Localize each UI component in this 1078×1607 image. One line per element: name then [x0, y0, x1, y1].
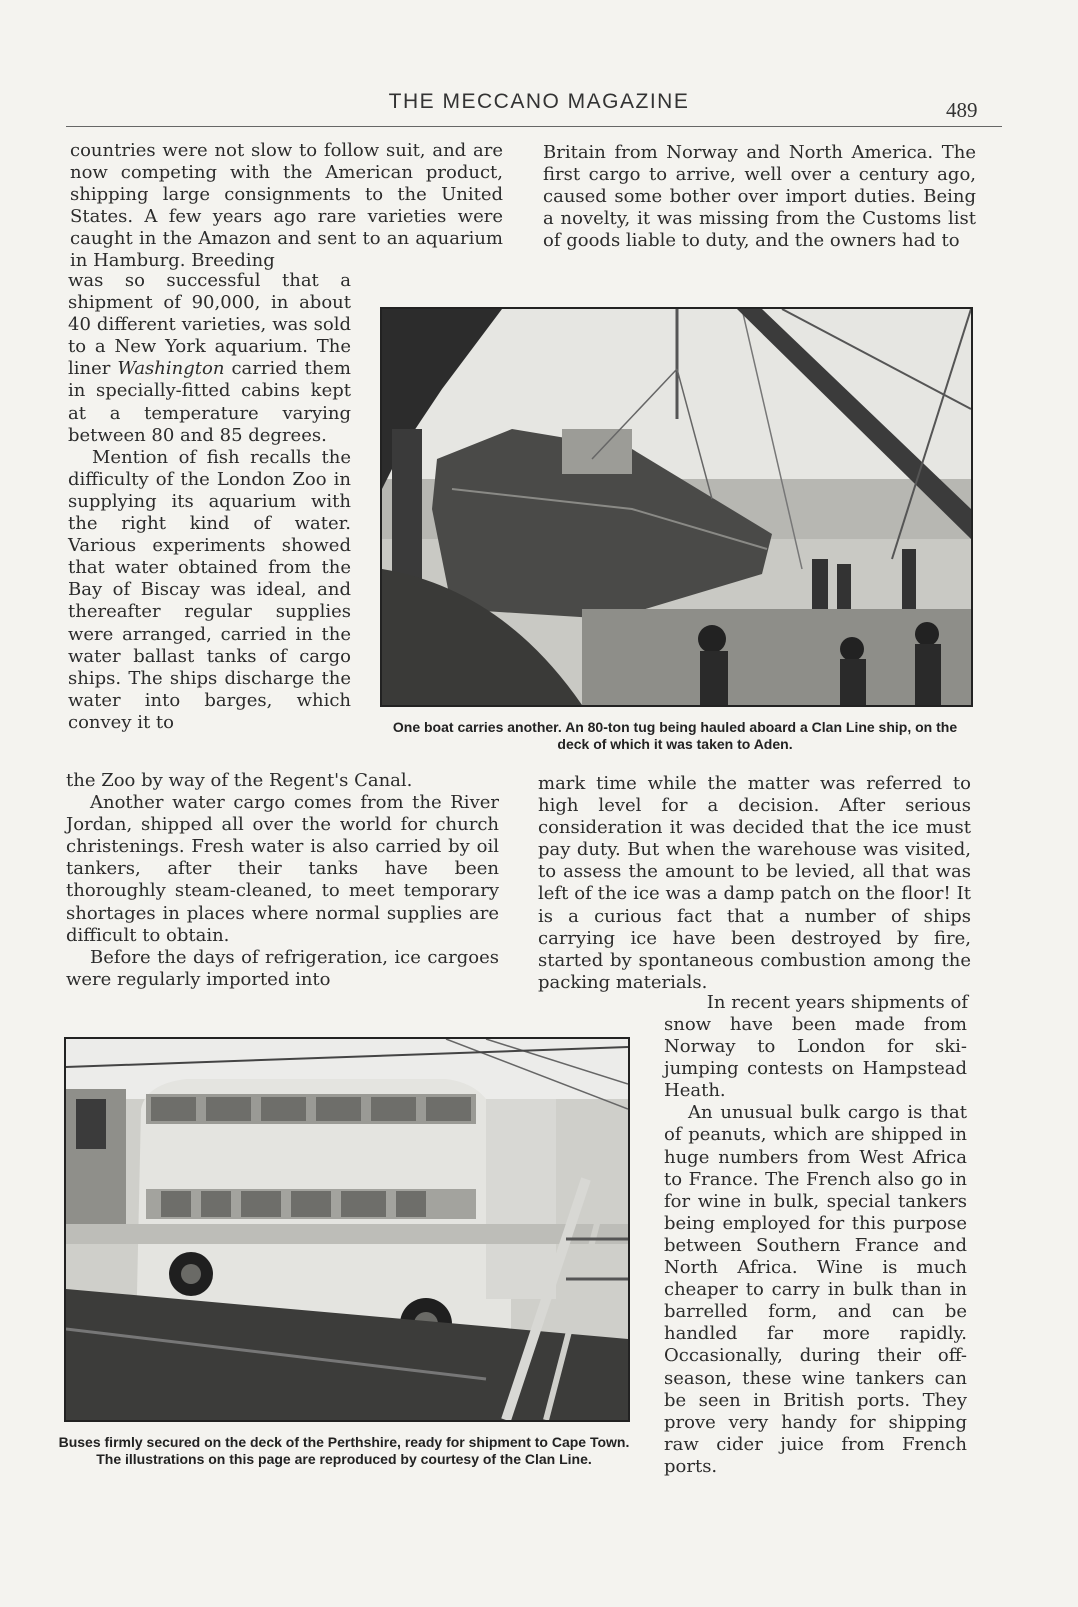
- paragraph: Britain from Norway and North America. The first cargo to arrive, well over a century ago, caused some bother over import duties. Being a novelty, it was missing from the Customs list of goods liable to duty, and the owners had to: [543, 142, 976, 252]
- buses-photo-caption: Buses firmly secured on the deck of the Perthshire, ready for shipment to Cape Town. The illustrations on this page are reproduced by courtesy of the Clan Line.: [58, 1434, 630, 1467]
- page-number: 489: [946, 98, 978, 122]
- paragraph: mark time while the matter was referred to high level for a decision. After serious consideration it was decided that the ice must pay duty. But when the warehouse was visited, to assess the amount to be levied, all that was left of the ice was a damp patch on the floor! It is a curious fact that a number of ships carrying ice have been destroyed by fire, started by spontaneous combustion among the packing materials.: [538, 773, 971, 993]
- buses-photo-illustration: [66, 1039, 628, 1420]
- header-rule: [66, 126, 1002, 127]
- paragraph: Before the days of refrigeration, ice cargoes were regularly imported into: [66, 946, 499, 990]
- paragraph: An unusual bulk cargo is that of peanuts, which are shipped in huge numbers from West Africa to France. The French also go in for wine in bulk, special tankers being employed for this purpose between Southern France and North Africa. Wine is much cheaper to carry in bulk than in barrelled form, and can be handled far more rapidly. Occasionally, during their off-season, these wine tankers can be seen in British ports. They prove very handy for shipping raw cider juice from French ports.: [664, 1102, 967, 1477]
- tug-photo-caption: One boat carries another. An 80-ton tug being hauled aboard a Clan Line ship, on the deck of which it was taken to Aden.: [392, 719, 958, 752]
- right-column-continuation: [657, 992, 968, 1014]
- magazine-title: THE MECCANO MAGAZINE: [388, 90, 690, 113]
- right-column-narrow-text: [664, 1014, 967, 1478]
- right-column-top-text: [543, 142, 976, 252]
- paragraph: Another water cargo comes from the River Jordan, shipped all over the world for church christenings. Fresh water is also carried by oil tankers, after their tanks have been thoroughly steam-cleaned, to meet temporary shortages in places where normal supplies are difficult to obtain.: [66, 792, 499, 946]
- tug-photo-illustration: [382, 309, 971, 705]
- paragraph: the Zoo by way of the Regent's Canal.: [66, 770, 413, 791]
- paragraph: was so successful that a shipment of 90,000, in about 40 different varieties, was sold to a New York aquarium. The liner Washington carried them in specially-fitted cabins kept at a temperature varying between 80 and 85 degrees.: [68, 270, 351, 446]
- left-column-top-text: [70, 140, 503, 273]
- paragraph: Mention of fish recalls the difficulty of the London Zoo in supplying its aquarium with the right kind of water. Various experiments showed that water obtained from the Bay of Biscay was ideal, and thereafter regular supplies were arranged, carried in the water ballast tanks of cargo ships. The ships discharge the water into barges, which convey it to: [68, 446, 351, 733]
- paragraph: snow have been made from Norway to London for ski-jumping contests on Hampstead Heath.: [664, 1014, 967, 1102]
- buses-on-deck-photo: [64, 1037, 630, 1422]
- left-column-narrow-text: [68, 270, 351, 734]
- paragraph: countries were not slow to follow suit, and are now competing with the American product, shipping large consignments to the United States. A few years ago rare varieties were caught in the Amazon and sent to an aquarium in Hamburg. Breeding: [70, 140, 503, 272]
- right-column-middle-text: [538, 773, 971, 994]
- left-column-middle-text: [66, 770, 499, 991]
- paragraph: In recent years shipments of: [706, 992, 968, 1013]
- tug-hauled-aboard-photo: [380, 307, 973, 707]
- ship-name: Washington: [117, 358, 225, 380]
